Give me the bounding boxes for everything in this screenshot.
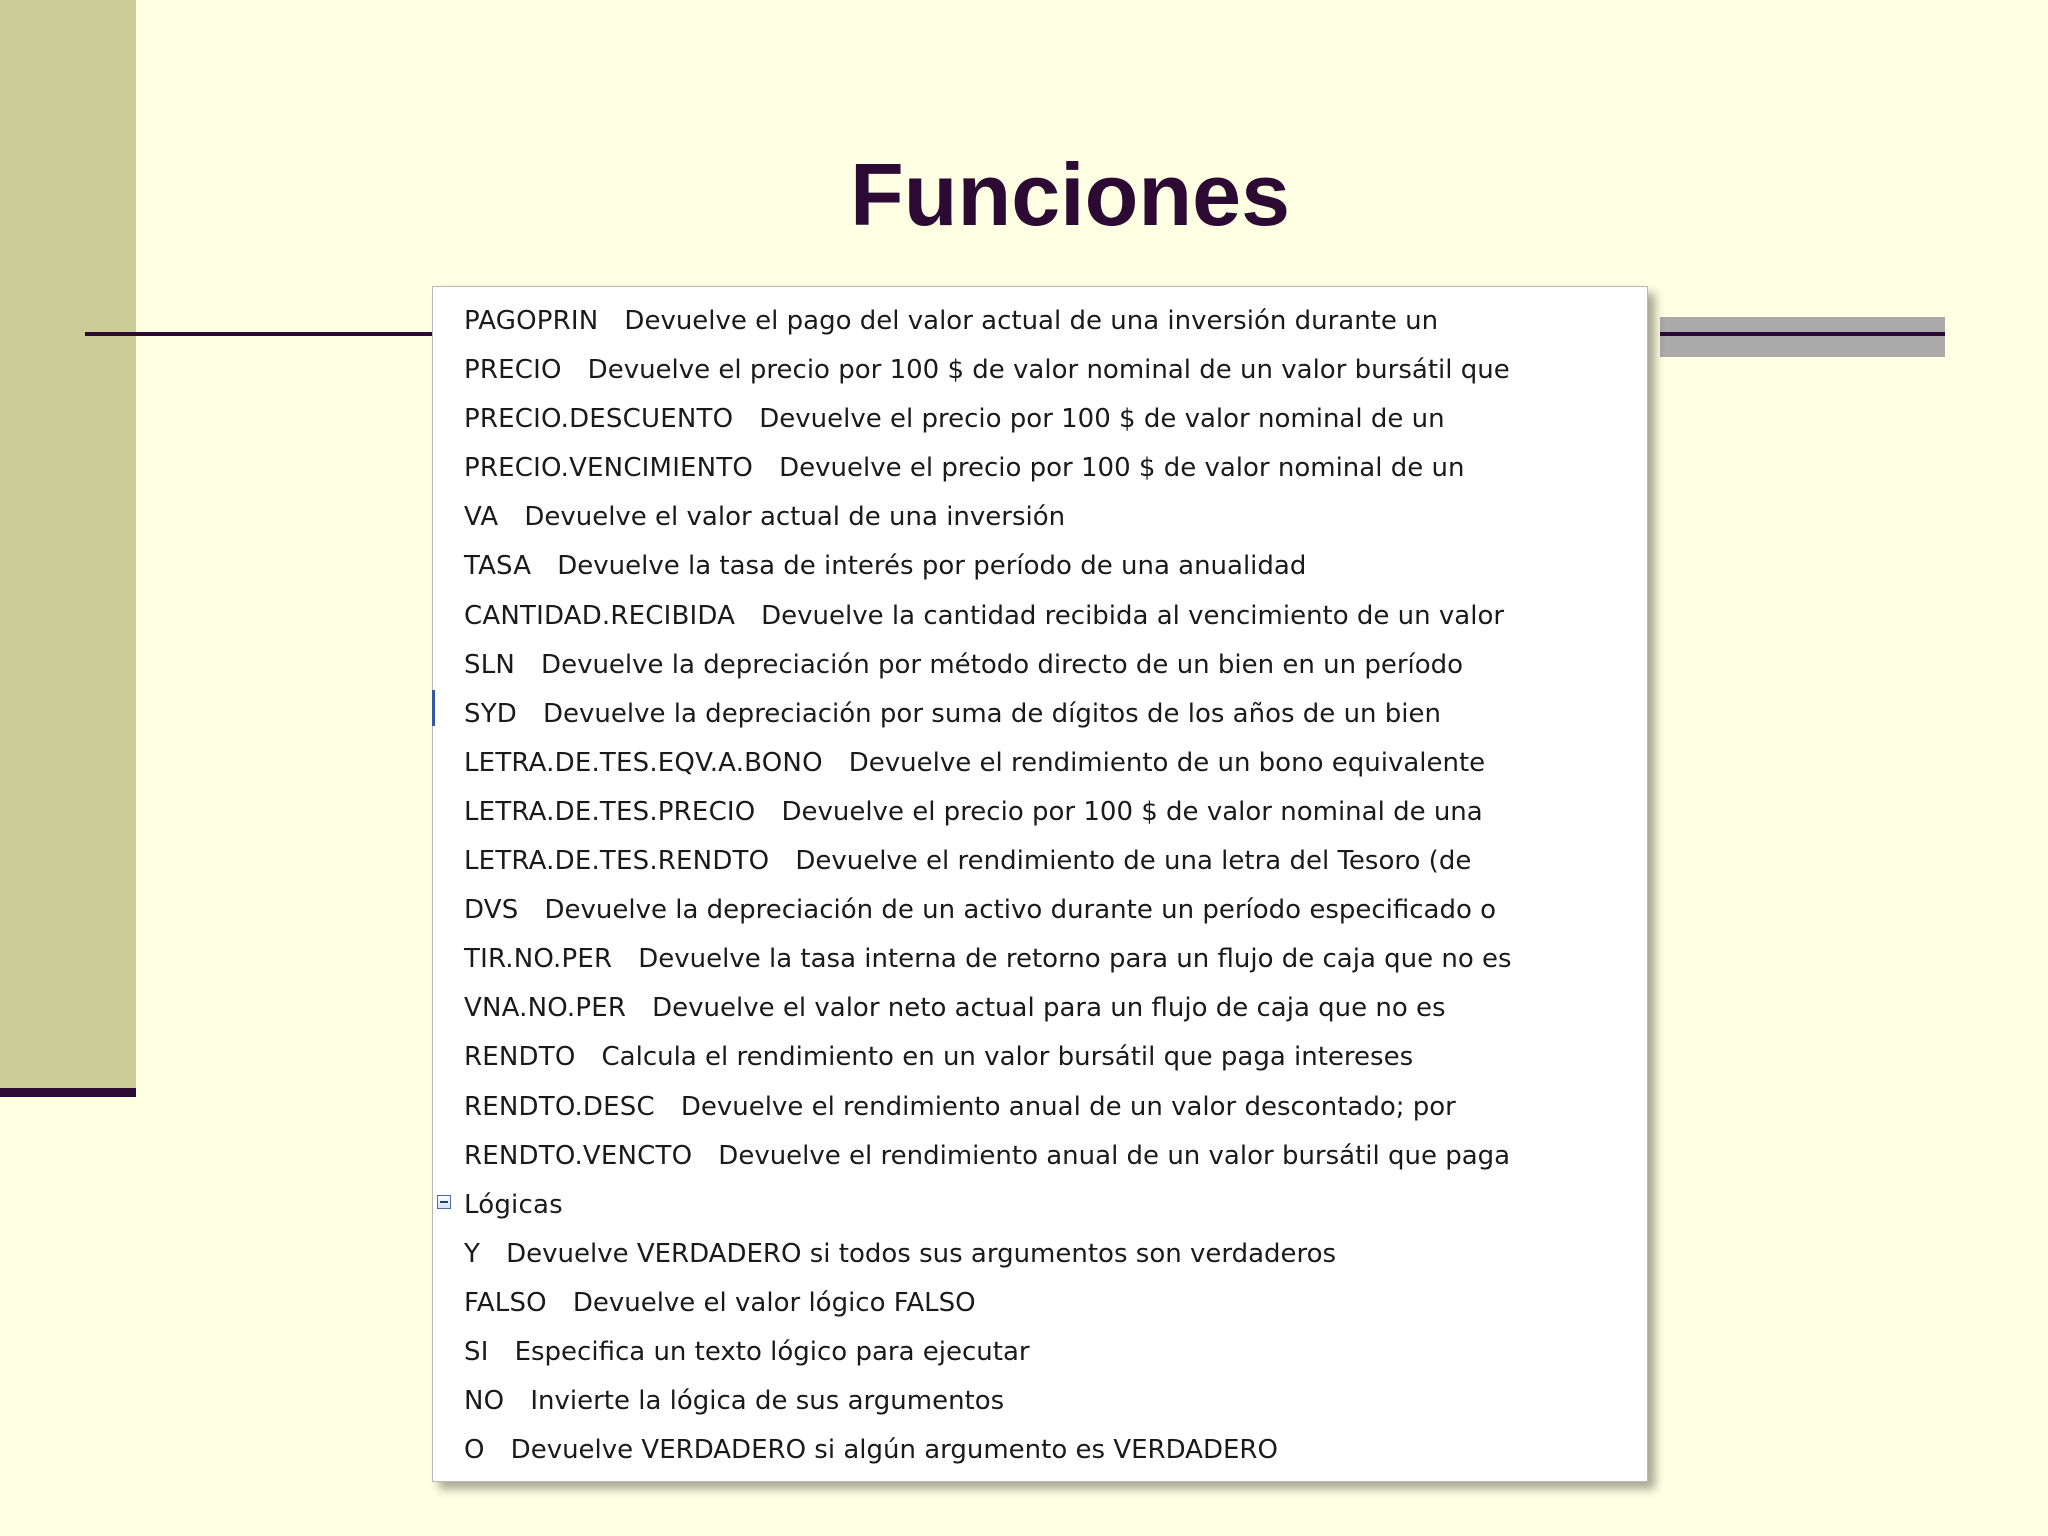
function-description: Devuelve la tasa interna de retorno para un flujo de caja que no es <box>638 944 1512 975</box>
function-description: Devuelve el valor actual de una inversión <box>524 502 1066 533</box>
category-logicas[interactable] <box>433 1181 1647 1230</box>
function-description: Devuelve el valor lógico FALSO <box>572 1287 976 1318</box>
function-row-no <box>433 1377 1647 1426</box>
function-row-rendto-desc <box>433 1083 1647 1132</box>
title-rule-right-gray <box>1660 317 1945 357</box>
function-description: Devuelve el rendimiento de un bono equivalente <box>848 747 1486 778</box>
function-list-panel <box>432 286 1648 1482</box>
function-name: SYD <box>464 698 518 729</box>
function-row-rendto-vencto <box>433 1132 1647 1181</box>
function-description: Devuelve la depreciación por método directo de un bien en un período <box>541 649 1464 680</box>
function-row-letra-de-tes-precio <box>433 788 1647 837</box>
function-name: Y <box>464 1238 481 1269</box>
function-row-rendto <box>433 1033 1647 1082</box>
function-name: PAGOPRIN <box>464 306 599 336</box>
function-row-syd <box>433 690 1647 739</box>
function-description: Devuelve el precio por 100 $ de valor nominal de un <box>759 404 1445 435</box>
function-row-letra-de-tes-rendto <box>433 837 1647 886</box>
function-row-tir-no-per <box>433 935 1647 984</box>
function-name: VA <box>464 502 499 533</box>
function-name: O <box>464 1435 485 1466</box>
function-row-va <box>433 493 1647 542</box>
function-description: Devuelve el valor neto actual para un flujo de caja que no es <box>652 993 1446 1024</box>
function-row-tasa <box>433 542 1647 591</box>
function-name: FALSO <box>464 1287 547 1318</box>
function-name: PRECIO <box>464 355 562 386</box>
function-row-sln <box>433 641 1647 690</box>
function-row-precio-descuento <box>433 395 1647 444</box>
function-name: LETRA.DE.TES.PRECIO <box>464 796 756 827</box>
function-name: RENDTO.DESC <box>464 1091 655 1122</box>
function-description: Devuelve el precio por 100 $ de valor nominal de una <box>781 796 1483 827</box>
function-name: NO <box>464 1386 505 1417</box>
function-row-pagoprin <box>433 297 1647 346</box>
function-description: Devuelve la depreciación por suma de dígitos de los años de un bien <box>543 698 1441 729</box>
slide-title: Funciones <box>849 145 1291 244</box>
function-name: RENDTO.VENCTO <box>464 1140 693 1171</box>
function-name: SI <box>464 1336 489 1367</box>
left-band-underline <box>0 1088 136 1097</box>
function-row-falso <box>433 1279 1647 1328</box>
title-rule-right-dark <box>1660 332 1945 336</box>
function-description: Devuelve el precio por 100 $ de valor nominal de un <box>779 453 1465 484</box>
function-description: Calcula el rendimiento en un valor bursátil que paga intereses <box>601 1042 1414 1073</box>
function-name: TIR.NO.PER <box>464 944 613 975</box>
function-row-y <box>433 1230 1647 1279</box>
function-name: LETRA.DE.TES.RENDTO <box>464 846 770 877</box>
function-description: Devuelve la tasa de interés por período de una anualidad <box>557 551 1307 582</box>
function-description: Invierte la lógica de sus argumentos <box>530 1386 1005 1417</box>
function-row-letra-de-tes-eqv-a-bono <box>433 739 1647 788</box>
function-description: Devuelve la depreciación de un activo durante un período especificado o <box>544 895 1497 926</box>
function-row-cantidad-recibida <box>433 592 1647 641</box>
function-name: VNA.NO.PER <box>464 993 627 1024</box>
function-description: Devuelve VERDADERO si todos sus argumentos son verdaderos <box>506 1238 1337 1269</box>
function-description: Devuelve VERDADERO si algún argumento es VERDADERO <box>510 1435 1278 1466</box>
function-description: Devuelve el rendimiento de una letra del Tesoro (de <box>795 846 1472 877</box>
function-row-vna-no-per <box>433 984 1647 1033</box>
function-description: Devuelve la cantidad recibida al vencimiento de un valor <box>761 600 1505 631</box>
function-name: LETRA.DE.TES.EQV.A.BONO <box>464 747 823 778</box>
function-description: Devuelve el pago del valor actual de una inversión durante un <box>624 306 1439 336</box>
function-name: TASA <box>464 551 532 582</box>
function-description: Devuelve el precio por 100 $ de valor nominal de un valor bursátil que <box>587 355 1510 386</box>
function-description: Devuelve el rendimiento anual de un valor bursátil que paga <box>718 1140 1511 1171</box>
category-label: Lógicas <box>464 1189 563 1220</box>
left-decorative-band <box>0 0 136 1088</box>
function-row-precio <box>433 346 1647 395</box>
function-name: RENDTO <box>464 1042 576 1073</box>
function-description: Especifica un texto lógico para ejecutar <box>514 1336 1030 1367</box>
function-row-precio-vencimiento <box>433 444 1647 493</box>
function-row-dvs <box>433 886 1647 935</box>
function-row-o <box>433 1426 1647 1475</box>
title-rule-left <box>85 332 435 336</box>
function-name: CANTIDAD.RECIBIDA <box>464 600 736 631</box>
function-row-si <box>433 1328 1647 1377</box>
function-name: PRECIO.VENCIMIENTO <box>464 453 754 484</box>
collapse-minus-icon[interactable] <box>437 1195 451 1209</box>
function-description: Devuelve el rendimiento anual de un valor descontado; por <box>680 1091 1456 1122</box>
function-name: PRECIO.DESCUENTO <box>464 404 734 435</box>
function-name: SLN <box>464 649 516 680</box>
function-name: DVS <box>464 895 519 926</box>
function-list <box>433 297 1647 1475</box>
